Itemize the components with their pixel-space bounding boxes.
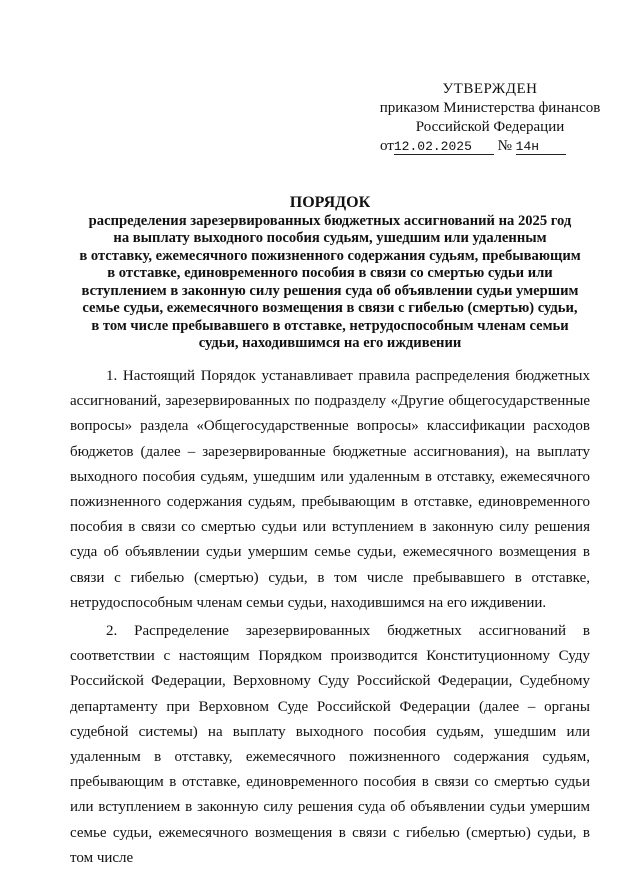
subtitle-line: на выплату выходного пособия судьям, ушедшим или удаленным (113, 230, 547, 246)
order-number: 14н (516, 139, 566, 155)
number-prefix: № (497, 138, 512, 154)
date-prefix: от (380, 138, 394, 154)
subtitle-line: в отставке, единовременного пособия в связи со смертью судьи или (107, 265, 553, 281)
paragraph-2: 2. Распределение зарезервированных бюджетных ассигнований в соответствии с настоящим Порядком производится Конституционному Суду Российской Федерации, Верховному Суду Российской Федерации, Судебному департаменту при Верховном Суде Российской Федерации (далее – органы судебной системы) на выплату выходного пособия судьям, ушедшим или удаленным в отставку, ежемесячного пожизненного содержания судьям, пребывающим в отставке, единовременного пособия в связи со смертью судьи или вступлением в законную силу решения суда об объявлении судьи умершим семье судьи, ежемесячного возмещения в связи с гибелью (смертью) судьи, в том числе (70, 623, 590, 866)
approval-stamp (370, 80, 610, 156)
subtitle-line: судьи, находившимся на его иждивении (198, 335, 462, 351)
approval-date-line (370, 137, 610, 156)
document-heading: ПОРЯДОК (289, 194, 371, 211)
document-title (70, 194, 590, 353)
approval-title: УТВЕРЖДЕН (442, 81, 538, 97)
subtitle-line: распределения зарезервированных бюджетных ассигнований на 2025 год (88, 212, 572, 229)
document-body (70, 364, 590, 871)
subtitle-line: семье судьи, ежемесячного возмещения в связи с гибелью (смертью) судьи, (82, 300, 578, 316)
approval-line-ministry: приказом Министерства финансов (379, 100, 601, 116)
subtitle-line: вступлением в законную силу решения суда об объявлении судьи умершим (81, 282, 579, 299)
approval-line-federation: Российской Федерации (415, 119, 565, 135)
subtitle-line: в отставку, ежемесячного пожизненного содержания судьям, пребывающим (79, 247, 581, 264)
order-date: 12.02.2025 (394, 139, 494, 155)
paragraph-1: 1. Настоящий Порядок устанавливает правила распределения бюджетных ассигнований, зарезервированных по подразделу «Другие общегосударственные вопросы» раздела «Общегосударственные вопросы» классификации расходов бюджетов (далее – зарезервированные бюджетные ассигнования), на выплату выходного пособия судьям, ушедшим или удаленным в отставку, ежемесячного пожизненного содержания судьям, пребывающим в отставке, единовременного пособия в связи со смертью судьи или вступлением в законную силу решения суда об объявлении судьи умершим семье судьи, ежемесячного возмещения в связи с гибелью (смертью) судьи, в том числе пребывавшего в отставке, нетрудоспособным членам семьи судьи, находившимся на его иждивении. (70, 368, 590, 611)
subtitle-line: в том числе пребывавшего в отставке, нетрудоспособным членам семьи (91, 317, 569, 334)
